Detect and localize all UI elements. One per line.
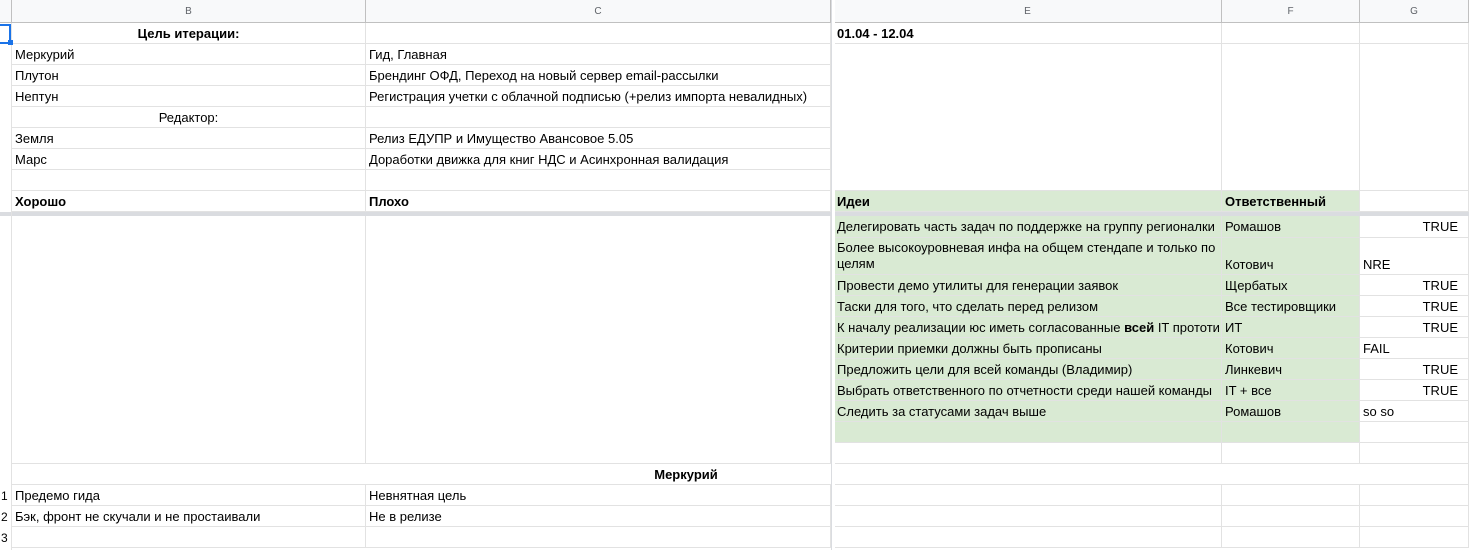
column-a-strip[interactable]	[0, 23, 12, 550]
column-header-b[interactable]: B	[12, 0, 366, 23]
idea-status-cell[interactable]: TRUE	[1360, 275, 1469, 296]
team-goal-cell[interactable]	[366, 107, 831, 128]
idea-status-cell[interactable]: TRUE	[1360, 380, 1469, 401]
idea-owner-cell[interactable]: Все тестировщики	[1222, 296, 1360, 317]
cell[interactable]	[1360, 464, 1469, 485]
idea-owner-cell[interactable]: Линкевич	[1222, 359, 1360, 380]
idea-status-cell[interactable]: NRE	[1360, 238, 1469, 275]
row-number: 3	[1, 530, 8, 545]
goal-label-cell[interactable]: Цель итерации:	[12, 23, 366, 44]
selection-fill-handle[interactable]	[8, 40, 13, 45]
idea-cell[interactable]: Критерии приемки должны быть прописаны	[834, 338, 1222, 359]
good-cell[interactable]	[12, 527, 366, 548]
section-title-cell[interactable]: Меркурий	[12, 464, 1360, 485]
cell[interactable]	[366, 170, 831, 191]
column-header-c[interactable]: C	[366, 0, 831, 23]
idea-cell[interactable]: Провести демо утилиты для генерации заявок	[834, 275, 1222, 296]
cell[interactable]	[834, 443, 1222, 464]
idea-status-cell[interactable]: TRUE	[1360, 216, 1469, 238]
good-column-cells[interactable]	[12, 216, 366, 464]
good-header[interactable]: Хорошо	[12, 191, 366, 212]
idea-owner-cell[interactable]: Ромашов	[1222, 401, 1360, 422]
idea-status-cell[interactable]: TRUE	[1360, 296, 1469, 317]
idea-text-part: К началу реализации юс иметь согласованные	[837, 319, 1125, 335]
cell[interactable]	[1222, 443, 1360, 464]
bad-column-cells[interactable]	[366, 216, 831, 464]
cell[interactable]	[834, 506, 1222, 527]
idea-cell[interactable]	[834, 422, 1222, 443]
frozen-columns-divider[interactable]	[831, 0, 835, 550]
idea-cell[interactable]	[834, 317, 1222, 338]
team-name-cell[interactable]: Меркурий	[12, 44, 366, 65]
column-header-a[interactable]	[0, 0, 12, 23]
idea-status-cell[interactable]: TRUE	[1360, 359, 1469, 380]
cell[interactable]	[1360, 506, 1469, 527]
team-name-cell[interactable]: Плутон	[12, 65, 366, 86]
cell[interactable]	[1360, 527, 1469, 548]
column-header-e[interactable]: E	[834, 0, 1222, 23]
cell[interactable]	[1360, 191, 1469, 212]
team-name-cell[interactable]: Земля	[12, 128, 366, 149]
cell[interactable]	[1222, 44, 1360, 191]
idea-status-cell[interactable]: FAIL	[1360, 338, 1469, 359]
team-goal-cell[interactable]: Брендинг ОФД, Переход на новый сервер email-рассылки	[366, 65, 831, 86]
cell[interactable]	[12, 170, 366, 191]
cell[interactable]	[366, 23, 831, 44]
bad-header[interactable]: Плохо	[366, 191, 831, 212]
bad-cell[interactable]: Не в релизе	[366, 506, 831, 527]
good-cell[interactable]: Бэк, фронт не скучали и не простаивали	[12, 506, 366, 527]
idea-text-part: IT прототи	[1154, 319, 1220, 335]
bad-cell[interactable]: Невнятная цель	[366, 485, 831, 506]
cell[interactable]	[1360, 44, 1469, 191]
team-goal-cell[interactable]: Доработки движка для книг НДС и Асинхронная валидация	[366, 149, 831, 170]
cell[interactable]	[834, 485, 1222, 506]
cell[interactable]	[834, 527, 1222, 548]
idea-owner-cell[interactable]: IT + все	[1222, 380, 1360, 401]
idea-owner-cell[interactable]	[1222, 422, 1360, 443]
cell[interactable]	[1360, 485, 1469, 506]
cell[interactable]	[1360, 23, 1469, 44]
owner-header[interactable]: Ответственный	[1222, 191, 1360, 212]
idea-cell[interactable]: Предложить цели для всей команды (Владимир)	[834, 359, 1222, 380]
cell[interactable]	[1222, 527, 1360, 548]
cell[interactable]	[1222, 485, 1360, 506]
cell[interactable]	[1222, 506, 1360, 527]
idea-status-cell[interactable]	[1360, 422, 1469, 443]
row-number: 1	[1, 488, 8, 503]
idea-text-bold: всей	[1124, 319, 1155, 335]
idea-owner-cell[interactable]: Котович	[1222, 338, 1360, 359]
idea-status-cell[interactable]: so so	[1360, 401, 1469, 422]
idea-cell[interactable]: Выбрать ответственного по отчетности среди нашей команды	[834, 380, 1222, 401]
cell[interactable]	[834, 44, 1222, 191]
idea-owner-cell[interactable]: Ромашов	[1222, 216, 1360, 238]
idea-owner-cell[interactable]: ИТ	[1222, 317, 1360, 338]
ideas-header[interactable]: Идеи	[834, 191, 1222, 212]
column-header-f[interactable]: F	[1222, 0, 1360, 23]
team-name-cell[interactable]: Марс	[12, 149, 366, 170]
idea-status-cell[interactable]: TRUE	[1360, 317, 1469, 338]
column-header-g[interactable]: G	[1360, 0, 1469, 23]
team-name-cell[interactable]: Нептун	[12, 86, 366, 107]
idea-owner-cell[interactable]: Котович	[1222, 238, 1360, 275]
cell[interactable]	[1360, 443, 1469, 464]
team-goal-cell[interactable]: Релиз ЕДУПР и Имущество Авансовое 5.05	[366, 128, 831, 149]
idea-cell[interactable]: Следить за статусами задач выше	[834, 401, 1222, 422]
idea-cell[interactable]: Делегировать часть задач по поддержке на группу регионалки	[834, 216, 1222, 238]
team-name-cell[interactable]: Редактор:	[12, 107, 366, 128]
row-number: 2	[1, 509, 8, 524]
idea-owner-cell[interactable]: Щербатых	[1222, 275, 1360, 296]
bad-cell[interactable]	[366, 527, 831, 548]
idea-cell[interactable]: Таски для того, что сделать перед релизом	[834, 296, 1222, 317]
team-goal-cell[interactable]: Гид, Главная	[366, 44, 831, 65]
cell[interactable]	[1222, 23, 1360, 44]
idea-cell[interactable]: Более высокоуровневая инфа на общем стендапе и только по целям	[834, 238, 1222, 275]
good-cell[interactable]: Предемо гида	[12, 485, 366, 506]
date-range-cell[interactable]: 01.04 - 12.04	[834, 23, 1222, 44]
team-goal-cell[interactable]: Регистрация учетки с облачной подписью (+релиз импорта невалидных)	[366, 86, 831, 107]
